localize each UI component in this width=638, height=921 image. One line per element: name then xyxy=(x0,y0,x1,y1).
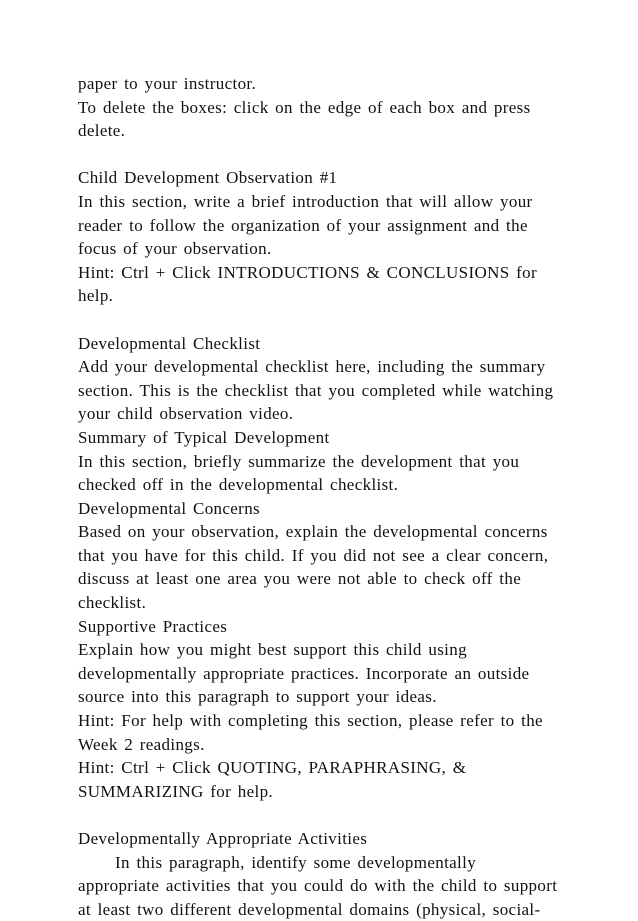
section-heading: Supportive Practices xyxy=(78,616,228,636)
text-line: checklist. xyxy=(78,593,147,613)
text-line: Explain how you might best support this child using xyxy=(78,640,467,660)
text-line: appropriate activities that you could do with the child to support xyxy=(78,876,558,896)
hint-line: Hint: For help with completing this section, please refer to the xyxy=(78,711,543,731)
section-heading: Developmental Checklist xyxy=(78,333,261,353)
text-line: developmentally appropriate practices. Incorporate an outside xyxy=(78,663,530,683)
section-heading: Child Development Observation #1 xyxy=(78,168,338,188)
section-heading: Developmentally Appropriate Activities xyxy=(78,829,368,848)
text-line: source into this paragraph to support your ideas. xyxy=(78,687,437,707)
document-text xyxy=(78,72,598,921)
hint-line: Hint: Ctrl + Click QUOTING, PARAPHRASING, & xyxy=(78,758,467,778)
text-line: help. xyxy=(78,286,114,306)
text-line: In this section, briefly summarize the development that you xyxy=(78,451,520,471)
section-heading: Summary of Typical Development xyxy=(78,427,330,447)
blank-line xyxy=(78,803,598,827)
text-line: that you have for this child. If you did not see a clear concern, xyxy=(78,545,549,565)
text-line: discuss at least one area you were not able to check off the xyxy=(78,569,522,589)
text-line: at least two different developmental domains (physical, social- xyxy=(78,899,541,919)
text-line: To delete the boxes: click on the edge of each box and press xyxy=(78,97,531,117)
text-line: checked off in the developmental checklist. xyxy=(78,475,399,495)
text-line: paper to your instructor. xyxy=(78,74,257,93)
blank-line xyxy=(78,308,598,332)
text-line: In this section, write a brief introduction that will allow your xyxy=(78,191,533,211)
section-heading: Developmental Concerns xyxy=(78,498,261,518)
text-line: your child observation video. xyxy=(78,404,294,424)
indented-text-line: In this paragraph, identify some developmentally xyxy=(115,852,477,872)
text-line: Add your developmental checklist here, including the summary xyxy=(78,357,546,377)
blank-line xyxy=(78,143,598,167)
text-line: Based on your observation, explain the developmental concerns xyxy=(78,522,548,542)
text-line: SUMMARIZING for help. xyxy=(78,781,274,801)
text-line: section. This is the checklist that you completed while watching xyxy=(78,380,554,400)
text-line: focus of your observation. xyxy=(78,239,272,259)
text-line: Week 2 readings. xyxy=(78,734,205,754)
text-line: delete. xyxy=(78,121,126,141)
text-line: reader to follow the organization of your assignment and the xyxy=(78,215,528,235)
hint-line: Hint: Ctrl + Click INTRODUCTIONS & CONCLUSIONS for xyxy=(78,262,538,282)
